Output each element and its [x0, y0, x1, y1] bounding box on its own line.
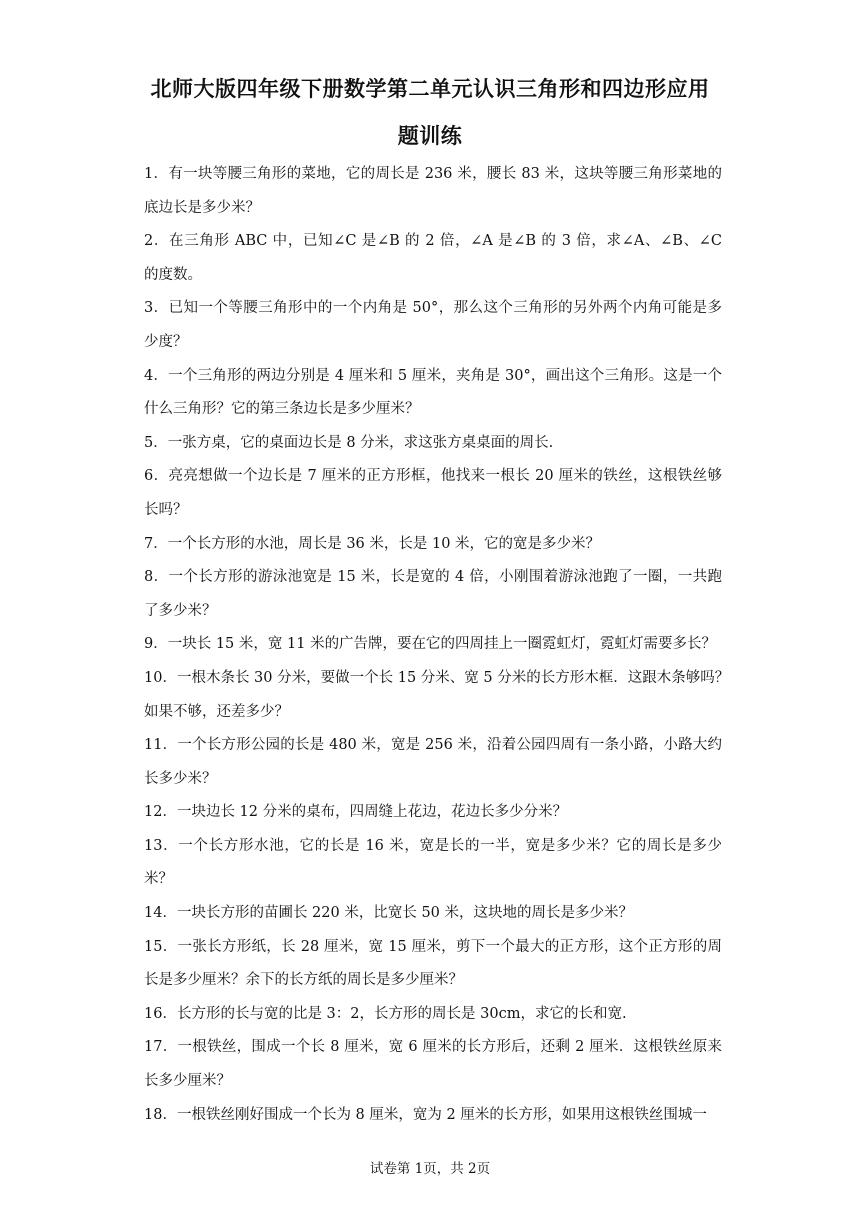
question-text-line: 长吗？: [144, 501, 188, 518]
question-text-line: 什么三角形？它的第三条边长是多少厘米？: [144, 401, 420, 418]
question-text-line: 18．一根铁丝刚好围成一个长为 8 厘米，宽为 2 厘米的长方形，如果用这根铁丝围城一: [144, 1106, 707, 1123]
question-text-line: 少度？: [144, 333, 188, 350]
question-text-line: 14．一块长方形的苗圃长 220 米，比宽长 50 米，这块地的周长是多少米？: [144, 905, 634, 922]
question-item: [144, 628, 722, 662]
question-item: [144, 998, 722, 1032]
question-text-line: 1．有一块等腰三角形的菜地，它的周长是 236 米，腰长 83 米，这块等腰三角形菜地的: [144, 166, 722, 182]
question-text-line: 2．在三角形 ABC 中，已知∠C 是∠B 的 2 倍，∠A 是∠B 的 3 倍，求∠A、∠B、∠C: [144, 233, 722, 250]
question-text-line: 3．已知一个等腰三角形中的一个内角是 50°，那么这个三角形的另外两个内角可能是多: [144, 300, 722, 317]
question-text-line: 7．一个长方形的水池，周长是 36 米，长是 10 米，它的宽是多少米？: [144, 535, 601, 552]
page-title-line-2: 题训练: [397, 124, 463, 148]
question-text-line: 6．亮亮想做一个边长是 7 厘米的正方形框，他找来一根长 20 厘米的铁丝，这根铁丝够: [144, 468, 722, 485]
question-item: [144, 1031, 722, 1098]
question-text-line: 长是多少厘米？余下的长方纸的周长是多少厘米？: [144, 972, 463, 989]
question-item: [144, 460, 722, 527]
question-item: [144, 897, 722, 931]
question-text-line: 11．一个长方形公园的长是 480 米，宽是 256 米，沿着公园四周有一条小路，小路大约: [144, 737, 722, 754]
question-item: [144, 796, 722, 830]
question-text-line: 5．一张方桌，它的桌面边长是 8 分米，求这张方桌桌面的周长.: [144, 434, 554, 451]
question-item: [144, 931, 722, 998]
question-text-line: 13．一个长方形水池，它的长是 16 米，宽是长的一半，宽是多少米？它的周长是多少: [144, 837, 722, 854]
question-text-line: 17．一根铁丝，围成一个长 8 厘米，宽 6 厘米的长方形后，还剩 2 厘米．这根铁丝原来: [144, 1039, 722, 1056]
question-text-line: 长多少米？: [144, 770, 217, 787]
question-text-line: 8．一个长方形的游泳池宽是 15 米，长是宽的 4 倍，小刚围着游泳池跑了一圈，一共跑: [144, 569, 722, 586]
question-item: [144, 662, 730, 729]
question-item: [144, 360, 722, 427]
question-text-line: 了多少米？: [144, 602, 217, 619]
question-text-line: 15．一张长方形纸，长 28 厘米，宽 15 厘米，剪下一个最大的正方形，这个正方形的周: [144, 938, 722, 955]
question-item: [144, 158, 722, 225]
question-item: [144, 225, 722, 292]
question-item: [144, 1099, 722, 1133]
question-item: [144, 561, 722, 628]
question-text-line: 4．一个三角形的两边分别是 4 厘米和 5 厘米，夹角是 30°，画出这个三角形。这是一个: [144, 367, 722, 384]
question-text-line: 的度数。: [144, 266, 202, 283]
question-text-line: 底边长是多少米？: [144, 199, 260, 216]
question-text-line: 米？: [144, 871, 173, 888]
question-item: [144, 528, 722, 562]
question-text-line: 10．一根木条长 30 分米，要做一个长 15 分米、宽 5 分米的长方形木框．这跟木条够吗？: [144, 669, 730, 686]
question-text-line: 12．一块边长 12 分米的桌布，四周缝上花边，花边长多少分米？: [144, 804, 568, 821]
question-text-line: 9．一块长 15 米，宽 11 米的广告牌，要在它的四周挂上一圈霓虹灯，霓虹灯需要多长？: [144, 636, 717, 653]
question-text-line: 如果不够，还差多少？: [144, 703, 289, 720]
page-title-line-1: 北师大版四年级下册数学第二单元认识三角形和四边形应用: [150, 77, 710, 101]
question-item: [144, 427, 722, 461]
page-footer: 试卷第 1页，共 2页: [369, 1161, 491, 1177]
question-text-line: 16．长方形的长与宽的比是 3：2，长方形的周长是 30cm，求它的长和宽.: [144, 1005, 627, 1022]
question-list: [144, 158, 730, 1132]
question-item: [144, 729, 722, 796]
question-text-line: 长多少厘米？: [144, 1073, 231, 1090]
question-item: [144, 830, 722, 897]
question-item: [144, 292, 722, 359]
